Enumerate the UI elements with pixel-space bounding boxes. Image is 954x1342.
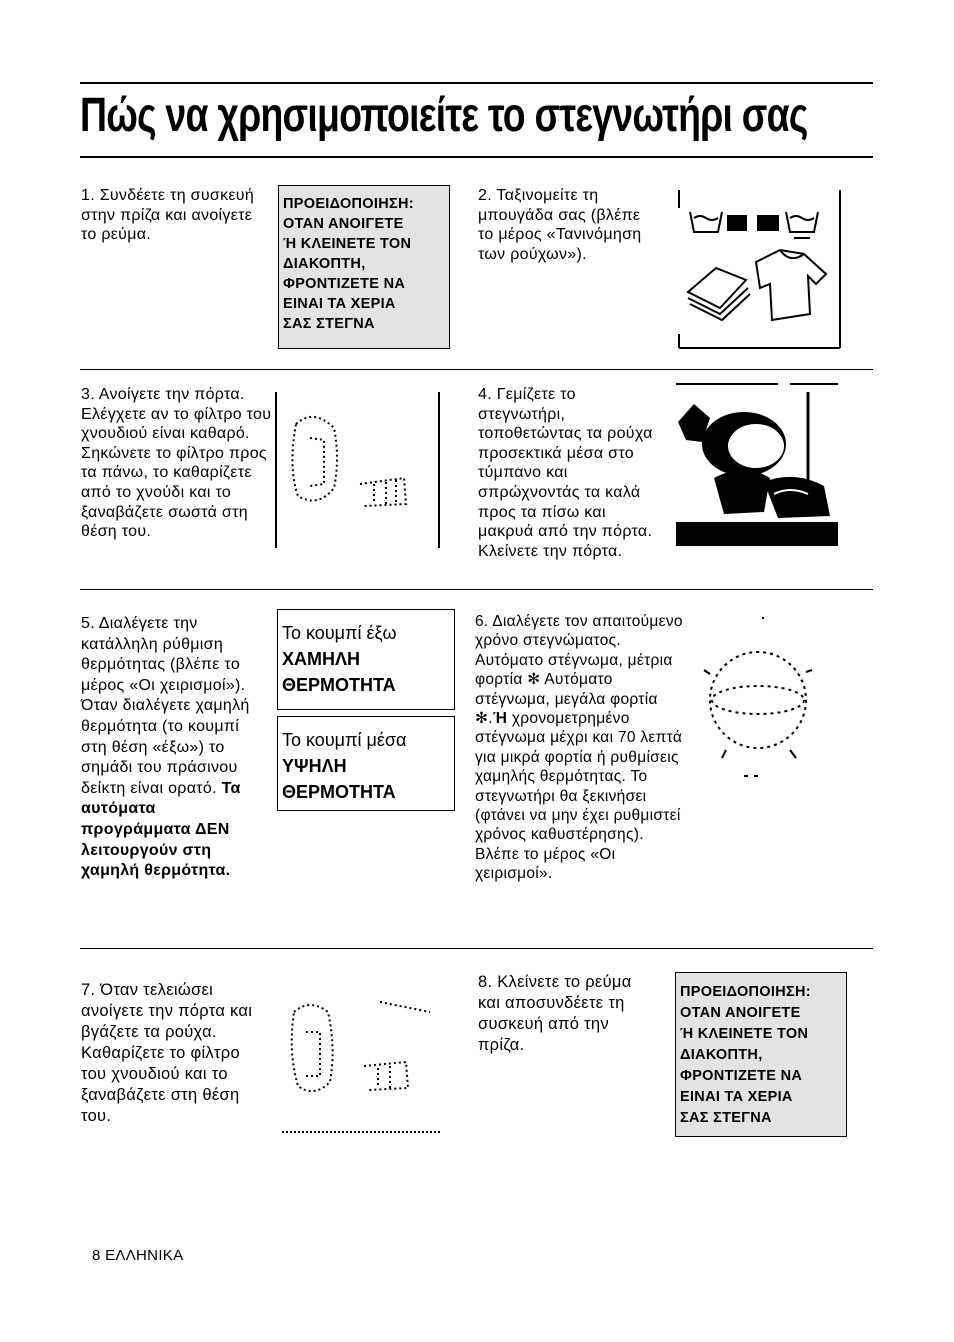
warning-line: ΔΙΑΚΟΠΤΗ, <box>680 1047 763 1063</box>
heat-label: ΘΕΡΜΟΤΗΤΑ <box>282 675 396 695</box>
warning-line: ΠΡΟΕΙΔΟΠΟΙΗΣΗ: <box>680 984 811 1000</box>
step-5-note: Τα αυτόματα προγράμματα ΔΕΝ λειτουργούν στη χαμηλή θερμότητα. <box>81 779 241 880</box>
warning-line: ΣΑΣ ΣΤΕΓΝΑ <box>283 316 375 332</box>
step-6-text-b: ✻ Αυτόματο στέγνωμα, μεγάλα φορτία ✻. <box>475 671 658 728</box>
warning-line: ΟΤΑΝ ΑΝΟΙΓΕΤΕ <box>283 216 404 232</box>
step-6 <box>475 612 690 884</box>
warning-line: ΕΙΝΑΙ ΤΑ ΧΕΡΙΑ <box>283 296 396 312</box>
lint-filter-illustration <box>274 388 442 552</box>
button-in-box <box>277 716 455 811</box>
laundry-sorting-illustration <box>676 184 846 352</box>
warning-line: ΠΡΟΕΙΔΟΠΟΙΗΣΗ: <box>283 196 414 212</box>
warning-box-2 <box>675 972 847 1137</box>
section-divider <box>80 589 873 590</box>
section-divider <box>80 948 873 949</box>
page-title: Πώς να χρησιμοποιείτε το στεγνωτήρι σας <box>80 89 808 142</box>
button-in-label: Το κουμπί μέσα <box>282 730 407 750</box>
heat-label: ΘΕΡΜΟΤΗΤΑ <box>282 782 396 802</box>
top-rule <box>80 82 873 84</box>
warning-line: ΟΤΑΝ ΑΝΟΙΓΕΤΕ <box>680 1005 801 1021</box>
warning-line: ΦΡΟΝΤΙΖΕΤΕ ΝΑ <box>283 276 406 292</box>
warning-line: ΔΙΑΚΟΠΤΗ, <box>283 256 366 272</box>
folded-clothes-icon <box>688 250 826 320</box>
page-footer: 8 ΕΛΛΗΝΙΚΑ <box>92 1247 184 1264</box>
warning-line: ΣΑΣ ΣΤΕΓΝΑ <box>680 1110 772 1126</box>
button-out-box <box>277 609 455 710</box>
low-heat-label: ΧΑΜΗΛΗ <box>282 649 361 669</box>
step-4: 4. Γεμίζετε το στεγνωτήρι, τοποθετώντας τα ρούχα προσεκτικά μέσα στο τύμπανο και σπρώχνοντάς τα καλά προς τα πίσω και μακρυά από την πόρτα. Κλείνετε την πόρτα. <box>478 386 653 560</box>
button-out-label: Το κουμπί έξω <box>282 623 397 643</box>
step-2: 2. Ταξινομείτε τη μπουγάδα σας (βλέπε το μέρος «Τανινόμηση των ρούχων»). <box>478 187 642 263</box>
warning-line: ΦΡΟΝΤΙΖΕΤΕ ΝΑ <box>680 1068 803 1084</box>
step-3: 3. Ανοίγετε την πόρτα. Ελέγχετε αν το φίλτρο του χνουδιού είναι καθαρό. Σηκώνετε το φίλτρο προς τα πάνω, το καθαρίζετε από το χνούδι και το ξαναβάζετε σωστά στη θέση του. <box>81 386 272 541</box>
step-5-text: 5. Διαλέγετε την κατάλληλη ρύθμιση θερμότητας (βλέπε το μέρος «Οι χειρισμοί»). Όταν διαλέγετε χαμηλή θερμότητα (το κουμπί στη θέση «έξω») το σημάδι του πράσινου δείκτη είναι ορατό. <box>81 615 250 797</box>
step-6-text-a: 6. Διαλέγετε τον απαιτούμενο χρόνο στεγνώματος. Αυτόματο στέγνωμα, μέτρια φορτία <box>475 613 683 689</box>
step-5 <box>81 614 266 882</box>
title-rule <box>80 156 873 158</box>
section-divider <box>80 369 873 370</box>
step-8: 8. Κλείνετε το ρεύμα και αποσυνδέετε τη συσκευή από την πρίζα. <box>478 973 632 1054</box>
loading-clothes-illustration <box>674 382 842 550</box>
high-heat-label: ΥΨΗΛΗ <box>282 756 347 776</box>
step-7: 7. Όταν τελειώσει ανοίγετε την πόρτα και βγάζετε τα ρούχα. Καθαρίζετε το φίλτρο του χνουδιού και το ξαναβάζετε στη θέση του. <box>81 981 253 1125</box>
step-6-text-c: χρονομετρημένο στέγνωμα μέχρι και 70 λεπτά για μικρά φορτία ή ρυθμίσεις χαμηλής θερμότητας. Το στεγνωτήρι θα ξεκινήσει (φτάνει να μην έχει ρυθμιστεί χρόνος καθυστέρησης). Βλέπε το μέρος «Οι χειρισμοί». <box>475 710 683 883</box>
warning-line: Ή ΚΛΕΙΝΕΤΕ ΤΟΝ <box>680 1026 809 1042</box>
unloading-illustration <box>280 992 442 1136</box>
step-1: 1. Συνδέετε τη συσκευή στην πρίζα και ανοίγετε το ρεύμα. <box>81 187 255 244</box>
warning-line: ΕΙΝΑΙ ΤΑ ΧΕΡΙΑ <box>680 1089 793 1105</box>
warning-line: Ή ΚΛΕΙΝΕΤΕ ΤΟΝ <box>283 236 412 252</box>
step-6-or: Ή <box>492 710 508 728</box>
timer-dial-illustration <box>696 614 821 784</box>
warning-box-1 <box>278 185 450 349</box>
wash-symbols-icon <box>690 212 818 238</box>
